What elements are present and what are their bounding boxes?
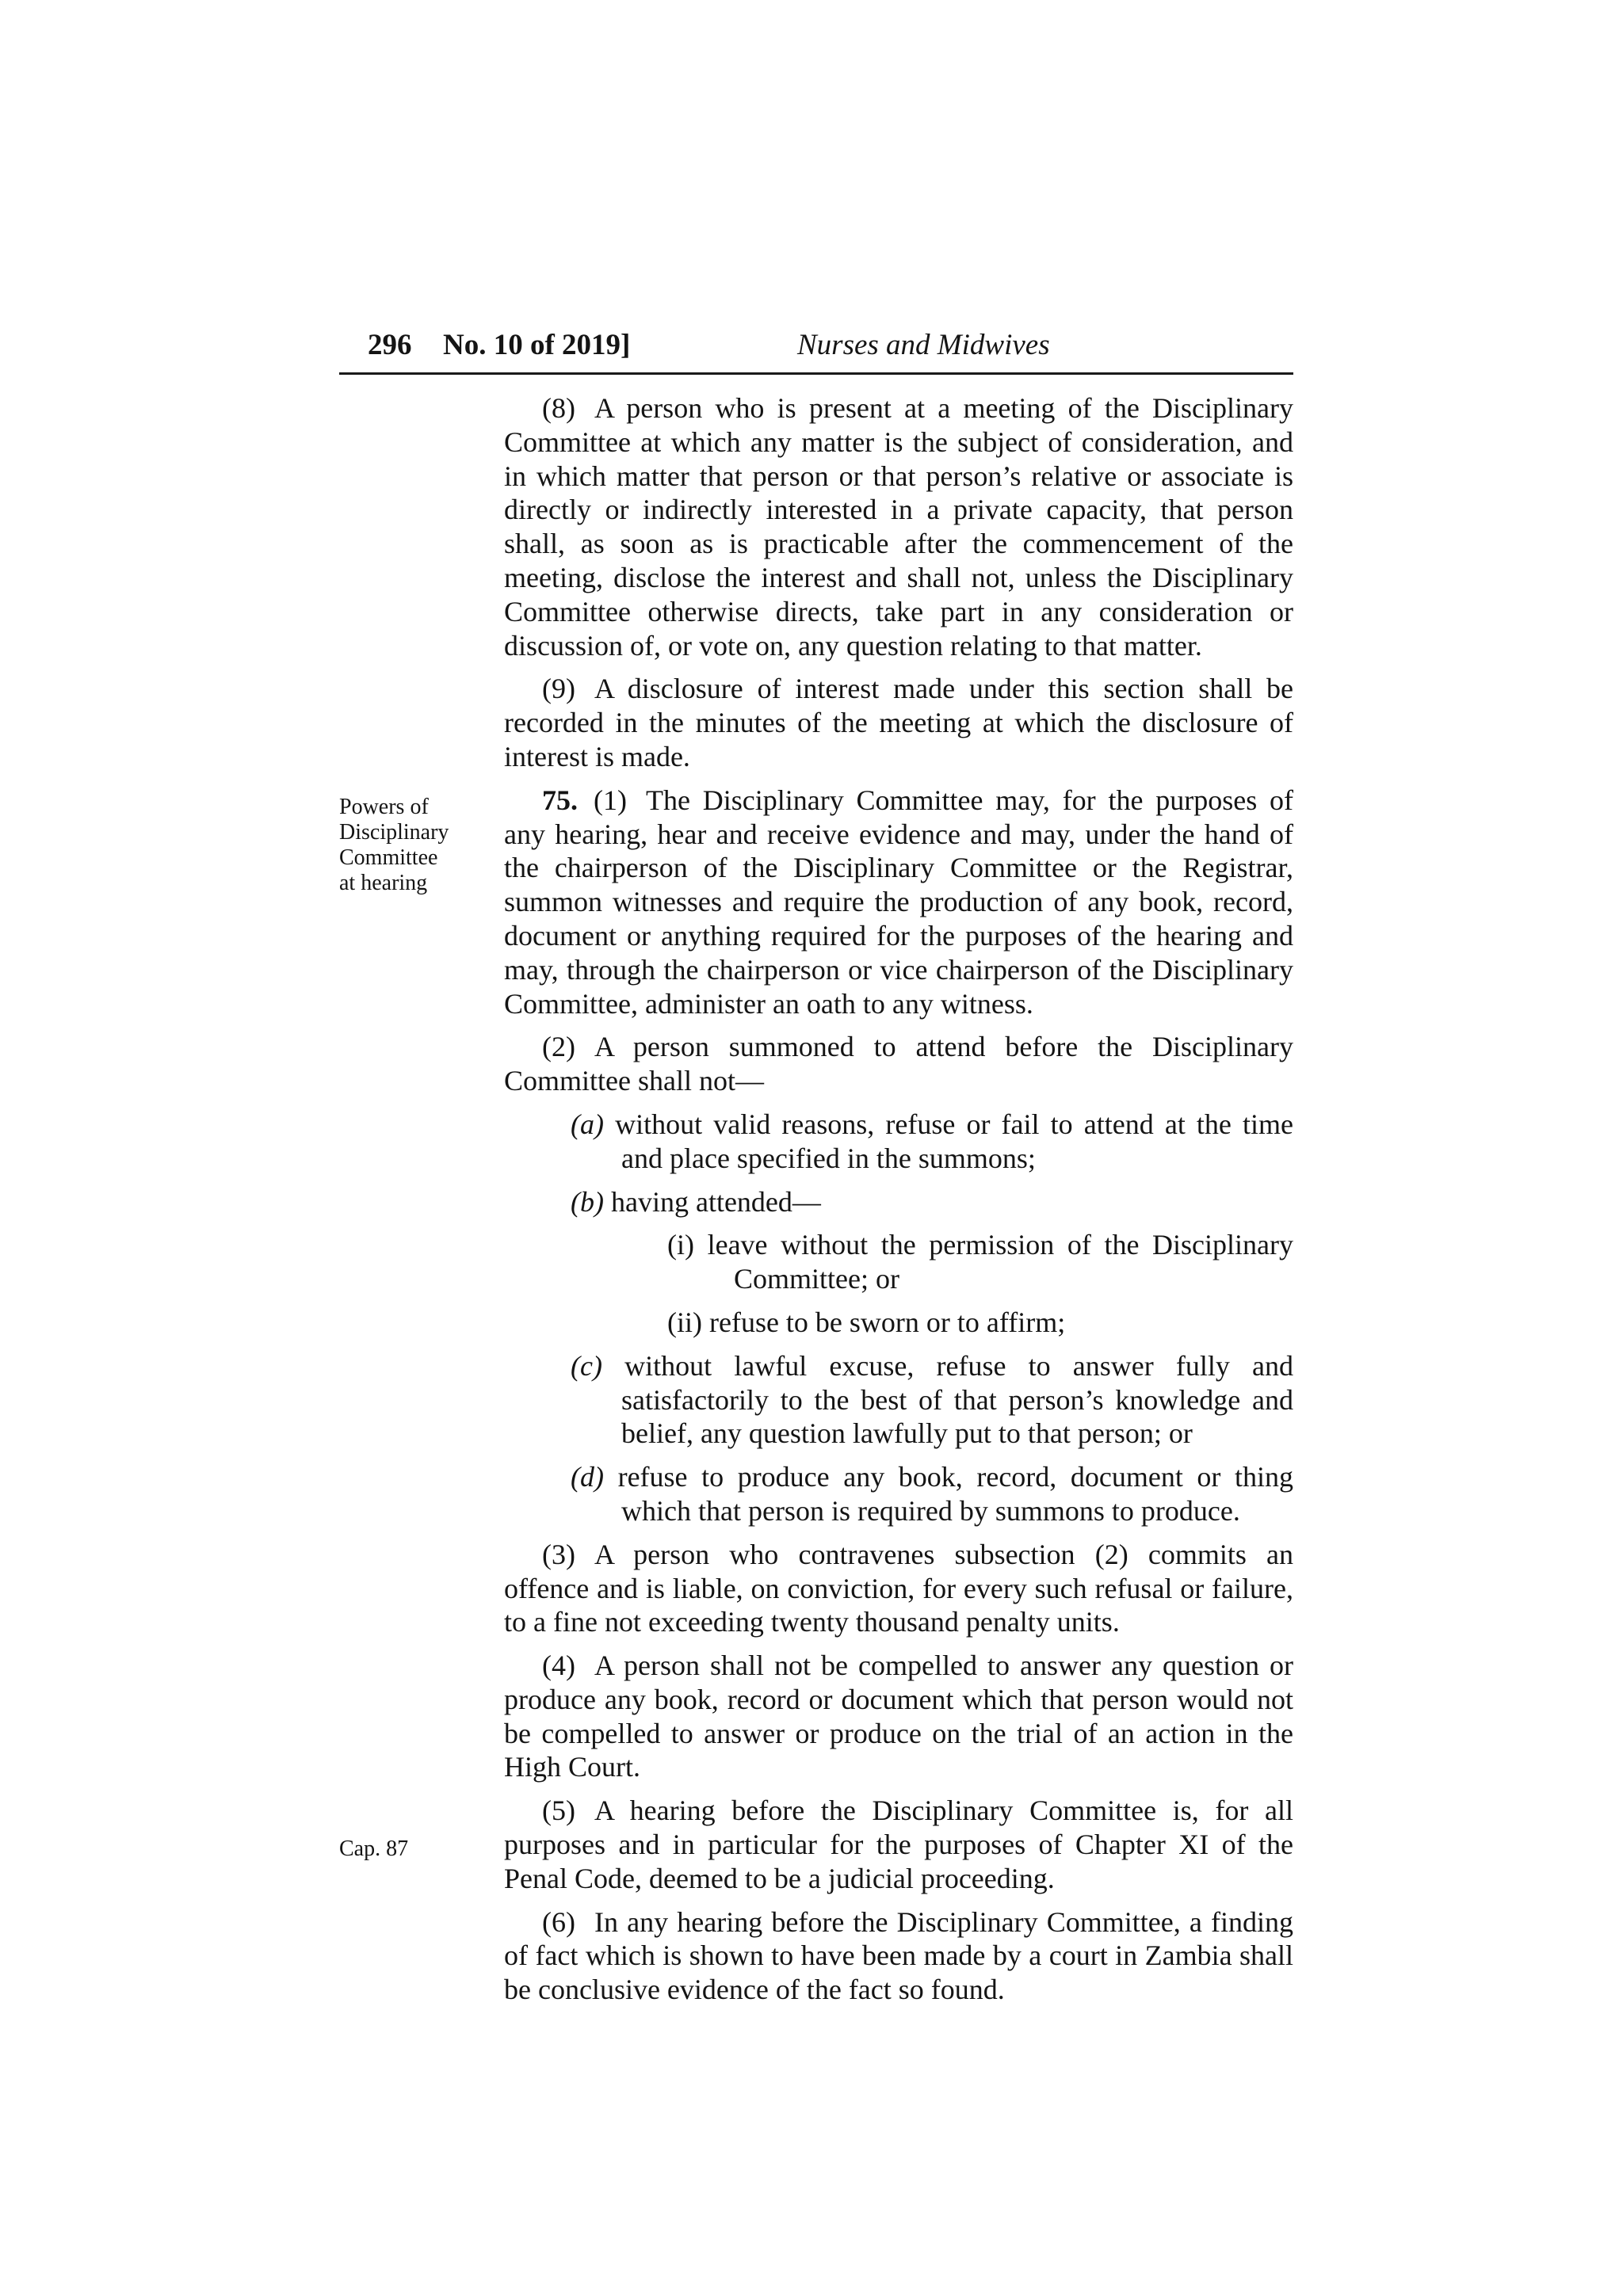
subparagraph-i <box>504 1228 1293 1296</box>
subsection-8 <box>504 391 1293 662</box>
paragraph-d <box>504 1460 1293 1528</box>
subparagraph-ii <box>504 1306 1293 1340</box>
subparagraph-label: (ii) <box>667 1306 702 1338</box>
paragraph-label: (d) <box>571 1461 604 1493</box>
paragraph-text: without lawful excuse, refuse to answer fully and satisfactorily to the best of that person’s knowledge and belief, any question lawfully put to that person; or <box>621 1349 1293 1450</box>
section-75-subsection-5 <box>504 1794 1293 1895</box>
subsection-text: A person summoned to attend before the Disciplinary Committee shall not— <box>504 1031 1293 1097</box>
marginal-note-line: at hearing <box>339 871 428 895</box>
subsection-number: (2) <box>542 1031 575 1063</box>
marginal-note-line: Committee <box>339 845 438 870</box>
document-body <box>504 391 1293 2016</box>
marginal-note-section-75 <box>339 795 490 896</box>
paragraph-label: (b) <box>571 1185 604 1218</box>
act-reference: No. 10 of 2019] <box>443 329 631 361</box>
section-75-subsection-6 <box>504 1905 1293 2007</box>
subsection-number: (4) <box>542 1650 575 1682</box>
subsection-text: In any hearing before the Disciplinary Committee, a finding of fact which is shown to have been made by a court in Zambia shall be conclusive evidence of the fact so found. <box>504 1905 1293 2006</box>
subsection-text: A person shall not be compelled to answer any question or produce any book, record or document which that person would not be compelled to answer or produce on the trial of an action in the High Court. <box>504 1650 1293 1783</box>
page-number: 296 <box>368 329 412 361</box>
paragraph-a <box>504 1108 1293 1176</box>
paragraph-c <box>504 1349 1293 1451</box>
subsection-number: (8) <box>542 392 575 424</box>
paragraph-text: having attended— <box>610 1185 821 1218</box>
act-title: Nurses and Midwives <box>797 329 1050 361</box>
marginal-note-line: Disciplinary <box>339 820 449 845</box>
marginal-note-line: Powers of <box>339 795 429 819</box>
subparagraph-label: (i) <box>667 1229 694 1261</box>
section-75-subsection-4 <box>504 1649 1293 1784</box>
paragraph-text: refuse to produce any book, record, document or thing which that person is required by summons to produce. <box>617 1461 1294 1527</box>
header-rule <box>339 372 1293 375</box>
subsection-number: (9) <box>542 673 575 705</box>
section-number: 75. <box>542 784 578 816</box>
subsection-text: A person who contravenes subsection (2) commits an offence and is liable, on conviction, for every such refusal or failure, to a fine not exceeding twenty thousand penalty units. <box>504 1538 1293 1638</box>
marginal-note-cap-87: Cap. 87 <box>339 1836 409 1861</box>
subsection-number: (5) <box>542 1794 575 1827</box>
section-75-subsection-1 <box>504 784 1293 1021</box>
page-header <box>339 323 1293 368</box>
subsection-text: A disclosure of interest made under this section shall be recorded in the minutes of the meeting at which the disclosure of interest is made. <box>504 673 1293 772</box>
paragraph-text: without valid reasons, refuse or fail to attend at the time and place specified in the summons; <box>615 1108 1294 1174</box>
paragraph-b <box>504 1185 1293 1219</box>
subsection-number: (1) <box>594 784 627 816</box>
section-75-subsection-3 <box>504 1538 1293 1639</box>
paragraph-label: (a) <box>571 1108 604 1140</box>
subsection-text: A person who is present at a meeting of the Disciplinary Committee at which any matter is the subject of consideration, and in which matter that person or that person’s relative or associate is directly or indirectly interested in a private capacity, that person shall, as soon as is practicable after the commencement of the meeting, disclose the interest and shall not, unless the Disciplinary Committee otherwise directs, take part in any consideration or discussion of, or vote on, any question relating to that matter. <box>504 392 1293 662</box>
subparagraph-text: refuse to be sworn or to affirm; <box>708 1306 1066 1338</box>
subsection-number: (6) <box>542 1905 575 1938</box>
subsection-number: (3) <box>542 1538 575 1570</box>
paragraph-label: (c) <box>571 1349 602 1382</box>
subparagraph-text: leave without the permission of the Disciplinary Committee; or <box>707 1229 1294 1295</box>
subsection-text: The Disciplinary Committee may, for the purposes of any hearing, hear and receive evidence and may, under the hand of the chairperson of the Disciplinary Committee or the Registrar, summon witnesses and require the production of any book, record, document or anything required for the purposes of the hearing and may, through the chairperson or vice chairperson of the Disciplinary Committee, administer an oath to any witness. <box>504 784 1293 1020</box>
subsection-9 <box>504 672 1293 773</box>
subsection-text: A hearing before the Disciplinary Committee is, for all purposes and in particular for the purposes of Chapter XI of the Penal Code, deemed to be a judicial proceeding. <box>504 1794 1293 1894</box>
section-75-subsection-2 <box>504 1030 1293 1098</box>
